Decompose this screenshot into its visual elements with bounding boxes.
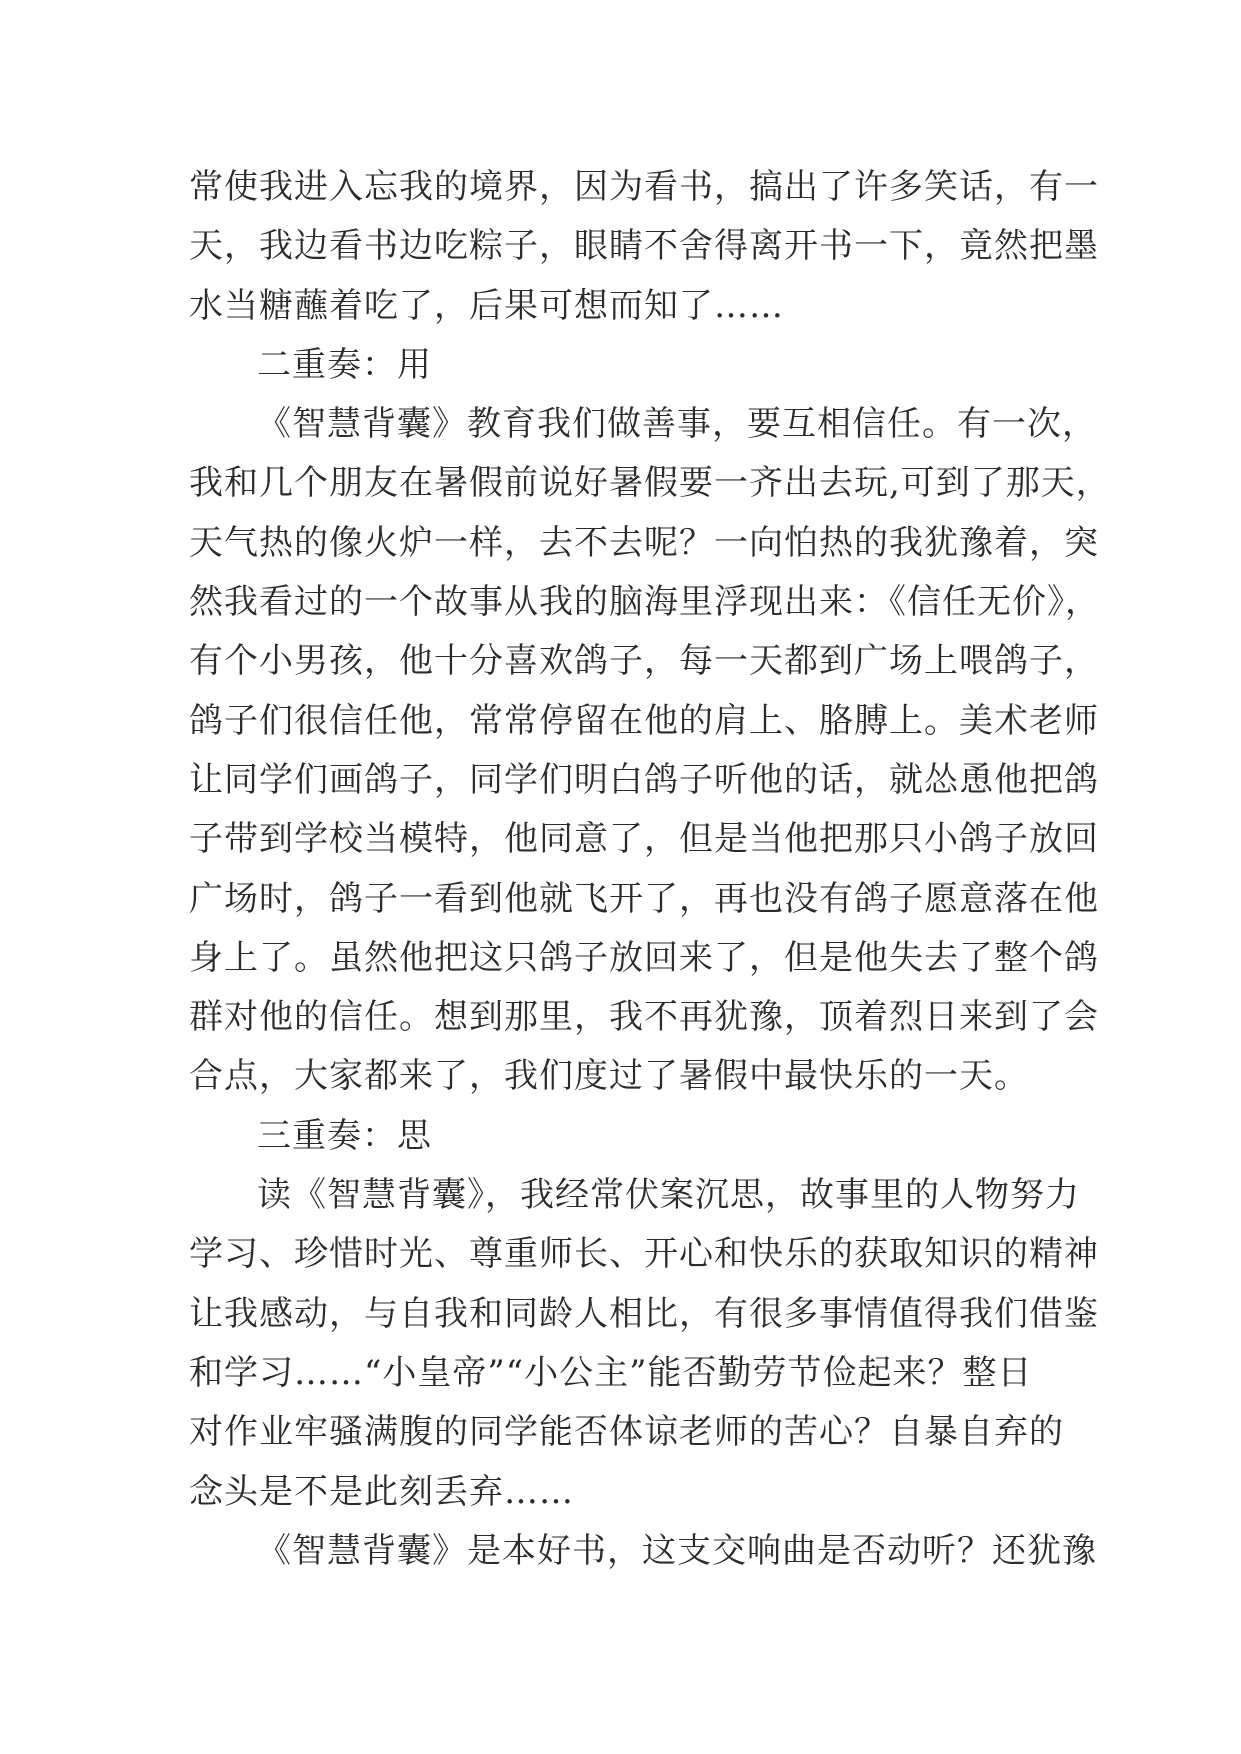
paragraph-start: 《智慧背囊》是本好书，这支交响曲是否动听？还犹豫 xyxy=(257,1530,1097,1571)
text-line: 让同学们画鸽子，同学们明白鸽子听他的话，就怂恿他把鸽 xyxy=(189,759,1099,800)
paragraph-start: 读《智慧背囊》，我经常伏案沉思，故事里的人物努力 xyxy=(257,1175,1080,1216)
section-heading: 三重奏：思 xyxy=(257,1115,432,1156)
text-line: 身上了。虽然他把这只鸽子放回来了，但是他失去了整个鸽 xyxy=(189,937,1099,978)
text-line: 我和几个朋友在暑假前说好暑假要一齐出去玩,可到了那天， xyxy=(189,463,1111,504)
text-line: 天，我边看书边吃粽子，眼睛不舍得离开书一下，竟然把墨 xyxy=(189,226,1099,267)
text-line: 然我看过的一个故事从我的脑海里浮现出来：《信任无价》， xyxy=(189,582,1100,623)
section-heading: 二重奏：用 xyxy=(257,344,432,385)
text-line: 念头是不是此刻丢弃…… xyxy=(189,1471,574,1512)
text-line: 有个小男孩，他十分喜欢鸽子，每一天都到广场上喂鸽子， xyxy=(189,641,1099,682)
text-line: 让我感动，与自我和同龄人相比，有很多事情值得我们借鉴 xyxy=(189,1293,1099,1334)
text-line: 天气热的像火炉一样，去不去呢？一向怕热的我犹豫着，突 xyxy=(189,522,1099,563)
text-line: 对作业牢骚满腹的同学能否体谅老师的苦心？自暴自弃的 xyxy=(189,1412,1064,1453)
text-line: 学习、珍惜时光、尊重师长、开心和快乐的获取知识的精神 xyxy=(189,1234,1099,1275)
body-text xyxy=(189,158,1111,1581)
paragraph-start: 《智慧背囊》教育我们做善事，要互相信任。有一次， xyxy=(257,404,1097,445)
text-line: 鸽子们很信任他，常常停留在他的肩上、胳膊上。美术老师 xyxy=(189,700,1099,741)
text-line: 水当糖蘸着吃了，后果可想而知了…… xyxy=(189,285,784,326)
text-line: 子带到学校当模特，他同意了，但是当他把那只小鸽子放回 xyxy=(189,819,1099,860)
text-line: 广场时，鸽子一看到他就飞开了，再也没有鸽子愿意落在他 xyxy=(189,878,1099,919)
text-line: 常使我进入忘我的境界，因为看书，搞出了许多笑话，有一 xyxy=(189,167,1099,207)
text-line: 群对他的信任。想到那里，我不再犹豫，顶着烈日来到了会 xyxy=(189,997,1099,1038)
text-line: 和学习……“小皇帝”“小公主”能否勤劳节俭起来？整日 xyxy=(189,1352,1033,1393)
text-line: 合点，大家都来了，我们度过了暑假中最快乐的一天。 xyxy=(189,1056,1029,1097)
